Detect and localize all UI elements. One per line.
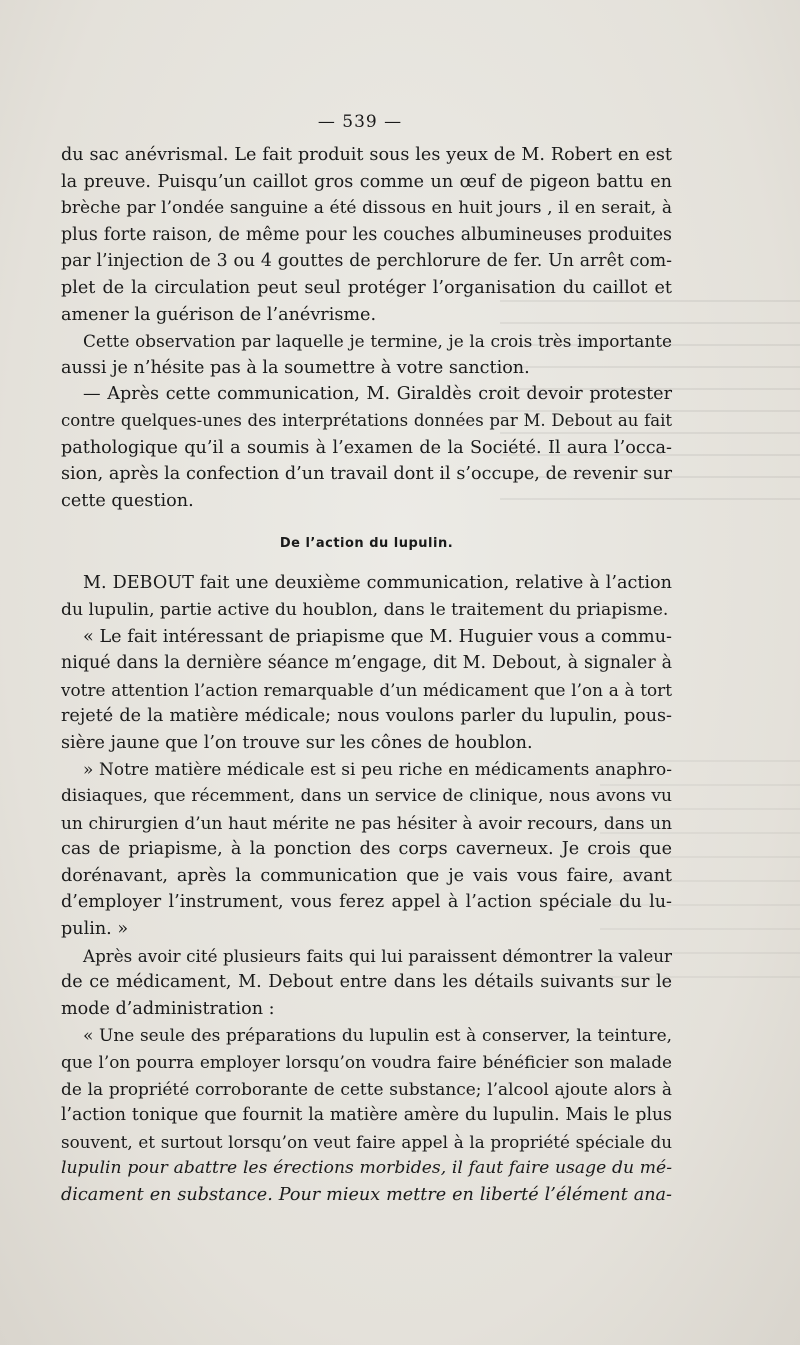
text-line: plet de la circulation peut seul protéger l’organisation du caillot et — [61, 277, 672, 298]
paragraph-group-1 — [61, 142, 672, 514]
body-text — [61, 142, 672, 1209]
section-heading: De l’action du lupulin. — [279, 536, 454, 552]
text-line: souvent, et surtout lorsqu’on veut faire appel à la propriété spéciale du — [61, 1131, 672, 1152]
text-line: dicament en substance. Pour mieux mettre en liberté l’élément ana- — [61, 1184, 672, 1205]
text-line: « Le fait intéressant de priapisme que M. Huguier vous a commu- — [83, 626, 672, 647]
text-line: » Notre matière médicale est si peu riche en médicaments anaphro- — [83, 759, 672, 780]
page-number: — 539 — — [317, 112, 403, 132]
text-line: sion, après la confection d’un travail dont il s’occupe, de revenir sur — [61, 464, 672, 485]
text-line: — Après cette communication, M. Giraldès croit devoir protester — [83, 384, 672, 405]
text-line: du sac anévrismal. Le fait produit sous les yeux de M. Robert en est — [61, 145, 672, 165]
text-line: Après avoir cité plusieurs faits qui lui paraissent démontrer la valeur — [83, 945, 672, 966]
text-line: contre quelques-unes des interprétations données par M. Debout au fait — [61, 410, 672, 430]
text-line: aussi je n’hésite pas à la soumettre à votre sanction. — [61, 357, 530, 378]
text-line: M. DEBOUT fait une deuxième communication, relative à l’action — [83, 573, 672, 594]
text-line: de ce médicament, M. Debout entre dans les détails suivants sur le — [61, 972, 672, 993]
text-line: disiaques, que récemment, dans un service de clinique, nous avons vu — [61, 786, 672, 807]
text-line: mode d’administration : — [61, 998, 275, 1019]
text-line: pulin. » — [61, 919, 129, 940]
text-line: rejeté de la matière médicale; nous voulons parler du lupulin, pous- — [61, 706, 672, 727]
text-line: que l’on pourra employer lorsqu’on voudra faire bénéficier son malade — [61, 1052, 672, 1072]
text-line: sière jaune que l’on trouve sur les cônes de houblon. — [61, 732, 533, 753]
text-line: l’action tonique que fournit la matière amère du lupulin. Mais le plus — [61, 1105, 672, 1126]
text-line: un chirurgien d’un haut mérite ne pas hésiter à avoir recours, dans un — [61, 812, 672, 833]
text-line: lupulin pour abattre les érections morbides, il faut faire usage du mé- — [61, 1158, 672, 1179]
text-line: plus forte raison, de même pour les couches albumineuses produites — [61, 224, 672, 245]
text-line: de la propriété corroborante de cette substance; l’alcool ajoute alors à — [61, 1078, 672, 1099]
text-line: par l’injection de 3 ou 4 gouttes de perchlorure de fer. Un arrêt com- — [61, 251, 672, 272]
text-line: cette question. — [61, 490, 194, 511]
text-line: d’employer l’instrument, vous ferez appel à l’action spéciale du lu- — [61, 892, 672, 913]
text-line: la preuve. Puisqu’un caillot gros comme un œuf de pigeon battu en — [61, 171, 672, 192]
text-line: cas de priapisme, à la ponction des corps caverneux. Je crois que — [61, 839, 672, 860]
text-line: votre attention l’action remarquable d’un médicament que l’on a à tort — [61, 679, 672, 700]
paragraph-group-2 — [61, 570, 672, 1208]
text-line: du lupulin, partie active du houblon, dans le traitement du priapisme. — [61, 599, 669, 620]
text-line: Cette observation par laquelle je termine, je la crois très importante — [83, 331, 672, 352]
text-line: pathologique qu’il a soumis à l’examen de la Société. Il aura l’occa- — [61, 437, 672, 458]
text-line: niqué dans la dernière séance m’engage, dit M. Debout, à signaler à — [61, 653, 672, 674]
text-line: amener la guérison de l’anévrisme. — [61, 304, 377, 325]
text-line: dorénavant, après la communication que je vais vous faire, avant — [61, 865, 672, 886]
text-line: « Une seule des préparations du lupulin est à conserver, la teinture, — [83, 1025, 672, 1046]
text-line: brèche par l’ondée sanguine a été dissous en huit jours , il en serait, à — [61, 198, 672, 219]
